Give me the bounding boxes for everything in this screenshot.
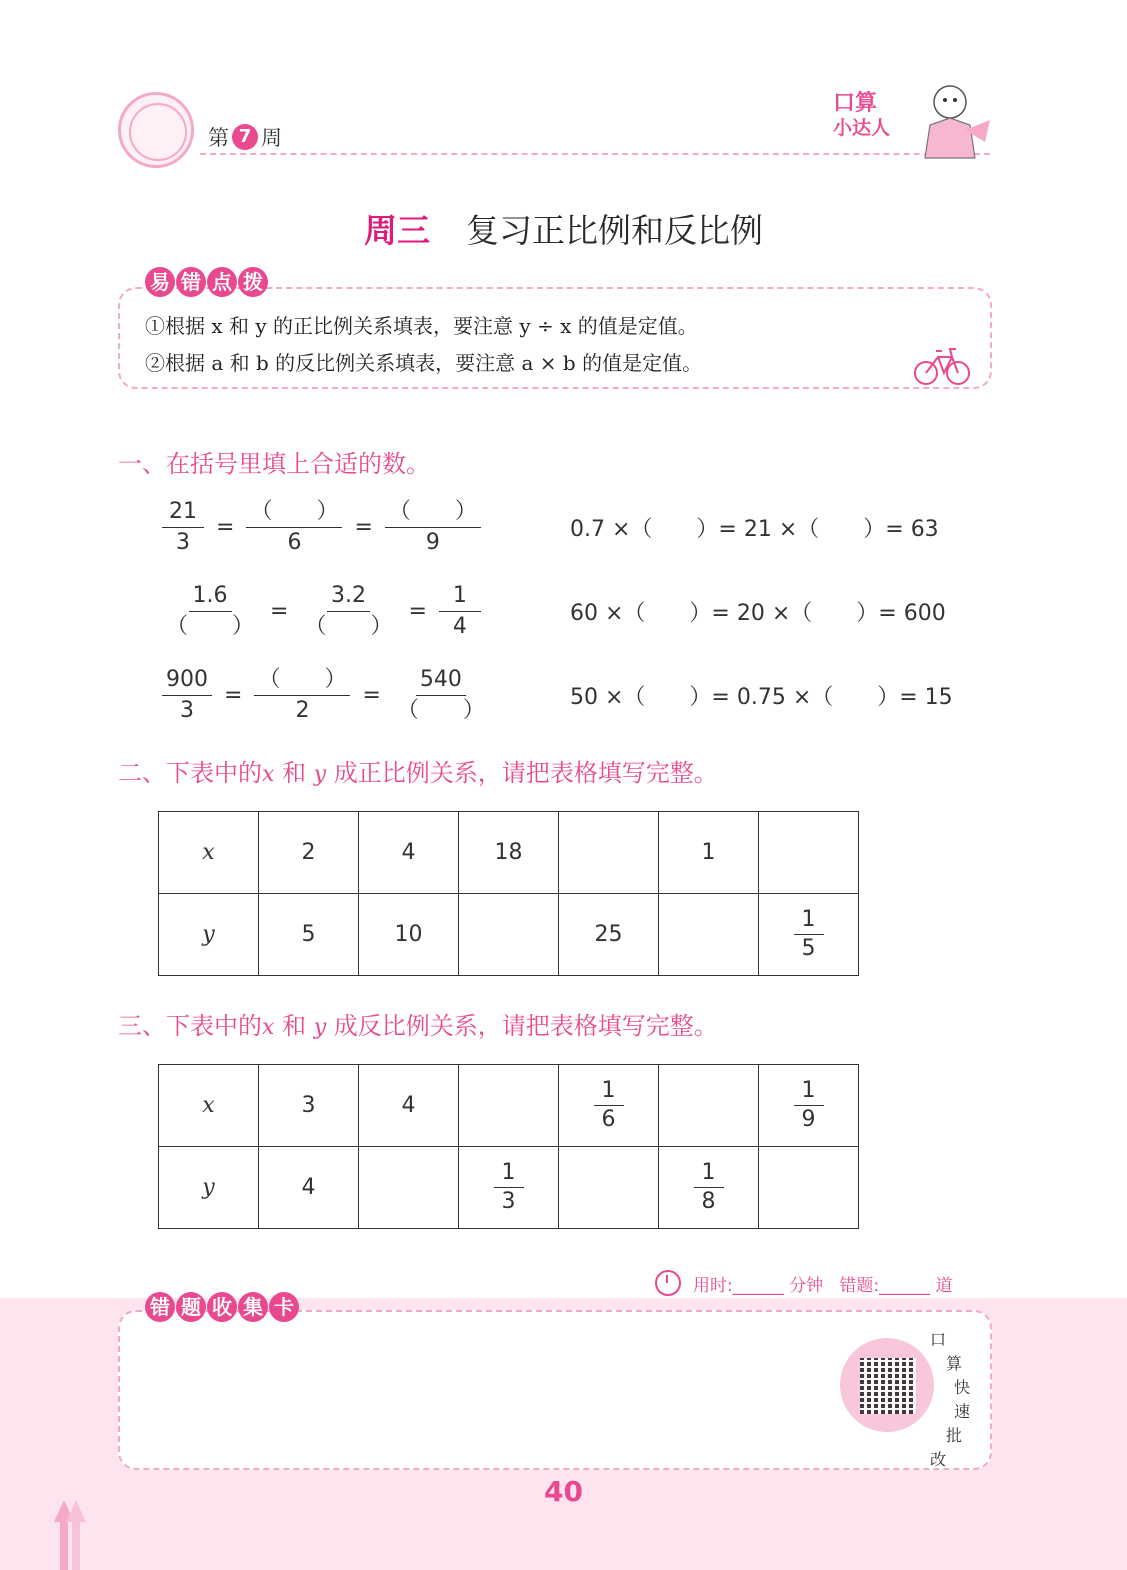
tips-badge-char: 拨 <box>238 267 268 297</box>
tips-badge <box>145 267 268 297</box>
vertical-char: 改 <box>930 1450 947 1469</box>
numerator: 540 <box>416 666 466 696</box>
week-label <box>208 122 282 152</box>
collect-badge-char: 卡 <box>269 1292 299 1322</box>
table-cell: 18 <box>459 812 559 894</box>
timer-stats <box>655 1270 952 1296</box>
brand-title <box>833 92 903 140</box>
variable-y: y <box>313 762 327 787</box>
qr-code-badge[interactable] <box>840 1338 934 1432</box>
collect-badge-char: 集 <box>238 1292 268 1322</box>
fraction <box>494 1160 524 1215</box>
equation-right-2[interactable]: 60 ×（ ）= 20 ×（ ）= 600 <box>570 601 946 626</box>
table-cell: 4 <box>359 812 459 894</box>
denominator: 4 <box>452 614 467 639</box>
numerator: 1 <box>694 1160 724 1188</box>
numerator: 1 <box>594 1078 624 1106</box>
table-cell <box>759 1065 859 1147</box>
numerator: 1.6 <box>189 582 232 612</box>
fraction <box>393 666 489 725</box>
answer-cell[interactable] <box>659 1065 759 1147</box>
answer-cell[interactable] <box>759 1147 859 1229</box>
answer-cell[interactable] <box>559 812 659 894</box>
numerator: 1 <box>439 582 481 612</box>
answer-blank[interactable]: （ ） <box>385 498 481 528</box>
collect-badge-char: 错 <box>145 1292 175 1322</box>
equation-left-2 <box>158 582 485 641</box>
fraction <box>694 1160 724 1215</box>
table-cell: 3 <box>259 1065 359 1147</box>
table-row <box>159 1147 859 1229</box>
table-row <box>159 894 859 976</box>
denominator: 3 <box>180 698 194 723</box>
numerator: 1 <box>794 1078 824 1106</box>
collect-badge <box>145 1292 299 1322</box>
fraction <box>385 498 481 557</box>
table-cell: 4 <box>359 1065 459 1147</box>
answer-blank[interactable]: （ ） <box>254 666 350 696</box>
qr-code-icon[interactable] <box>860 1358 916 1414</box>
row-header: y <box>159 894 259 976</box>
equation-left-3 <box>158 666 493 725</box>
answer-cell[interactable] <box>559 1147 659 1229</box>
denominator: 8 <box>701 1189 716 1214</box>
heading-part: 成正比例关系，请把表格填写完整。 <box>333 759 718 787</box>
table-cell: 4 <box>259 1147 359 1229</box>
table-cell <box>659 1147 759 1229</box>
collect-badge-char: 收 <box>207 1292 237 1322</box>
heading-part: 和 <box>282 759 307 787</box>
equation-right-3[interactable]: 50 ×（ ）= 0.75 ×（ ）= 15 <box>570 685 953 710</box>
denominator: 9 <box>801 1107 816 1132</box>
answer-cell[interactable] <box>459 1065 559 1147</box>
collect-badge-char: 题 <box>176 1292 206 1322</box>
page-number: 40 <box>544 1475 583 1508</box>
bicycle-icon <box>912 345 972 387</box>
heading-part: 三、下表中的 <box>118 1012 262 1040</box>
mascot-illustration <box>905 80 995 166</box>
denominator: 5 <box>801 936 816 961</box>
fraction <box>794 1078 824 1133</box>
answer-cell[interactable] <box>759 812 859 894</box>
equation-left-1 <box>158 498 485 557</box>
answer-cell[interactable] <box>459 894 559 976</box>
fraction <box>162 666 212 725</box>
table-cell <box>559 1065 659 1147</box>
quick-grading-label <box>930 1328 970 1472</box>
header-divider <box>200 153 990 155</box>
table-cell: 25 <box>559 894 659 976</box>
fraction <box>162 582 258 641</box>
vertical-char: 快 <box>954 1378 971 1397</box>
section-3-heading <box>118 1006 718 1041</box>
page-title <box>0 205 1127 252</box>
fraction <box>254 666 350 725</box>
answer-blank[interactable]: （ ） <box>166 614 255 639</box>
arrow-up-icon <box>54 1500 88 1570</box>
tips-badge-char: 点 <box>207 267 237 297</box>
section-2-heading <box>118 753 718 788</box>
inverse-proportion-table <box>158 1064 859 1229</box>
week-number-badge: 7 <box>232 124 258 150</box>
title-day: 周三 <box>364 211 430 250</box>
equation-right-1[interactable]: 0.7 ×（ ）= 21 ×（ ）= 63 <box>570 517 939 542</box>
denominator: 3 <box>176 530 190 555</box>
week-suffix: 周 <box>261 126 282 150</box>
variable-x: x <box>262 1015 275 1040</box>
heading-part: 和 <box>282 1012 307 1040</box>
answer-cell[interactable] <box>359 1147 459 1229</box>
week-prefix: 第 <box>208 126 229 150</box>
fraction <box>594 1078 624 1133</box>
numerator: 1 <box>494 1160 524 1188</box>
table-cell: 1 <box>659 812 759 894</box>
vertical-char: 批 <box>946 1426 963 1445</box>
answer-blank[interactable]: （ ） <box>396 698 485 723</box>
denominator: 6 <box>601 1107 616 1132</box>
tip-line-1: ①根据 x 和 y 的正比例关系填表，要注意 y ÷ x 的值是定值。 <box>145 314 698 338</box>
timer-text: 用时:______ 分钟 错题:______ 道 <box>693 1275 953 1296</box>
heading-part: 二、下表中的 <box>118 759 262 787</box>
tip-line-2: ②根据 a 和 b 的反比例关系填表，要注意 a × b 的值是定值。 <box>145 351 703 375</box>
equals-sign: = <box>270 599 289 624</box>
variable-x: x <box>262 762 275 787</box>
vertical-char: 算 <box>946 1354 963 1373</box>
answer-blank[interactable]: （ ） <box>246 498 342 528</box>
row-header: x <box>159 812 259 894</box>
table-cell: 5 <box>259 894 359 976</box>
fraction <box>246 498 342 557</box>
heading-part: 成反比例关系，请把表格填写完整。 <box>333 1012 718 1040</box>
equals-sign: = <box>216 515 235 540</box>
section-1-heading: 一、在括号里填上合适的数。 <box>118 450 430 478</box>
title-topic: 复习正比例和反比例 <box>466 211 763 250</box>
answer-blank[interactable]: （ ） <box>304 614 393 639</box>
vertical-char: 口 <box>930 1330 947 1349</box>
variable-y: y <box>313 1015 327 1040</box>
denominator: 3 <box>501 1189 516 1214</box>
denominator: 6 <box>287 530 302 555</box>
tips-badge-char: 错 <box>176 267 206 297</box>
numerator: 3.2 <box>327 582 370 612</box>
numerator: 900 <box>162 666 212 696</box>
numerator: 1 <box>794 907 824 935</box>
equals-sign: = <box>354 515 373 540</box>
direct-proportion-table <box>158 811 859 976</box>
equals-sign: = <box>362 683 381 708</box>
brand-line-1: 口算 <box>833 91 878 116</box>
fraction <box>439 582 481 641</box>
denominator: 9 <box>425 530 440 555</box>
table-cell <box>459 1147 559 1229</box>
equals-sign: = <box>408 599 427 624</box>
tips-badge-char: 易 <box>145 267 175 297</box>
table-row <box>159 812 859 894</box>
equals-sign: = <box>224 683 243 708</box>
answer-cell[interactable] <box>659 894 759 976</box>
fraction <box>794 907 824 962</box>
table-cell <box>759 894 859 976</box>
brand-logo-seal <box>118 92 194 168</box>
brand-line-2: 小达人 <box>833 117 891 139</box>
denominator: 2 <box>295 698 310 723</box>
stopwatch-icon <box>655 1270 681 1296</box>
numerator: 21 <box>162 498 204 528</box>
fraction <box>300 582 396 641</box>
row-header: x <box>159 1065 259 1147</box>
table-cell: 10 <box>359 894 459 976</box>
table-cell: 2 <box>259 812 359 894</box>
vertical-char: 速 <box>954 1402 971 1421</box>
table-row <box>159 1065 859 1147</box>
fraction <box>162 498 204 557</box>
row-header: y <box>159 1147 259 1229</box>
